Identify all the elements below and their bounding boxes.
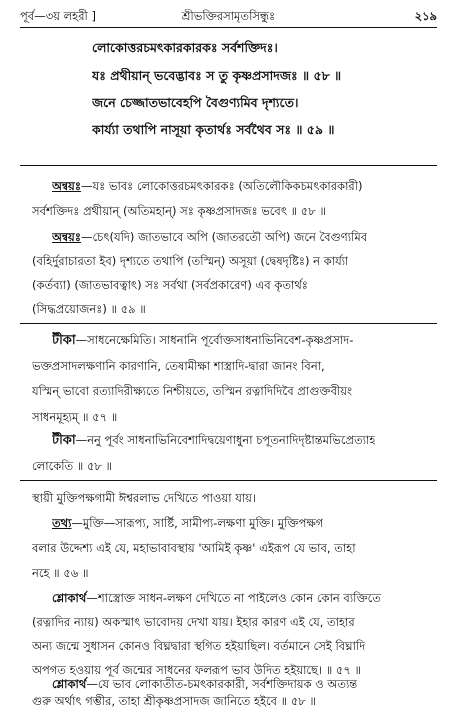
- tika1-line-1: [52, 332, 353, 349]
- section-divider-1: [20, 165, 437, 166]
- sloka1-line-3: অন্য জন্মে সুধাসন কোনও বিঘ্নদ্বারা স্থগিত হইয়াছিল। বর্তমানে সেই বিঘ্নাদি: [32, 639, 366, 653]
- verse-line-4: কার্য্যা তথাপি নাসূয়া কৃতার্থঃ সর্বথৈব সঃ ॥ ৫৯ ॥: [92, 122, 335, 137]
- page-header: [20, 8, 437, 26]
- anvaya2-line-4: (সিদ্ধপ্রয়োজনঃ) ॥ ৫৯ ॥: [32, 302, 146, 316]
- anvaya1-line-2: সর্বশক্তিদঃ প্রথীয়ান্ (অতিমহান্) সঃ কৃষ্ণপ্রসাদজঃ ভবেৎ ॥ ৫৮ ॥: [32, 204, 326, 218]
- sloka1-line-2: (রত্নাদির ন্যায়) অকস্মাৎ ভাবোদয় দেখা যায়। ইহার কারণ এই যে, তাহার: [32, 615, 355, 629]
- anvaya1-line-1: [52, 178, 363, 194]
- anvaya2-line-2: (বহির্দুরাচারতা ইব) দৃশ্যতে তথাপি (তস্মিন্) অসূয়া (দ্বেষদৃষ্টিঃ) ন কার্য্যা: [32, 254, 349, 268]
- tathya-label: তথ্য: [52, 516, 72, 530]
- sloka1-line-4: অপগত হওয়ায় পূর্ব জন্মের সাধনের ফলরূপ ভাব উদিত হইয়াছে। ॥ ৫৭ ॥: [32, 663, 362, 677]
- tika1-line-4: সাধনমূহ্যম্ ॥ ৫৭ ॥: [32, 410, 118, 424]
- tika2-line-2: লোকেতি ॥ ৫৮ ॥: [32, 459, 113, 473]
- anvaya2-line-1: [52, 229, 367, 245]
- verse-line-2: যঃ প্রথীয়ান্ ভবেদ্ভাবঃ স তু কৃষ্ণপ্রসাদজঃ ॥ ৫৮ ॥: [92, 68, 342, 83]
- header-divider: [20, 27, 437, 28]
- sloka2-line-1: [52, 676, 357, 692]
- section-divider-2: [20, 323, 437, 324]
- tathya-line-2: বলার উদ্দেশ্য এই যে, মহাভাবাবস্থায় 'আমিই কৃষ্ণ' এইরূপ যে ভাব, তাহা: [32, 541, 356, 555]
- section-divider-3: [20, 480, 437, 481]
- anvaya1-label: অন্বয়ঃ: [52, 179, 81, 193]
- sloka2-line-2: গুরু অর্থাৎ গম্ভীর, তাহা শ্রীকৃষ্ণপ্রসাদজ জানিতে হইবে ॥ ৫৮ ॥: [32, 694, 316, 708]
- bengali-intro: স্থায়ী মুক্তিপক্ষগামী ঈশ্বরলাভ দেখিতে পাওয়া যায়।: [32, 491, 257, 505]
- sloka2-label: শ্লোকার্থ: [52, 677, 87, 691]
- verse-line-1: লোকোত্তরচমৎকারকারকঃ সর্বশক্তিদঃ।: [92, 40, 278, 55]
- page-number: ২১৯: [414, 9, 437, 23]
- tika2-text-1: —ননু পূর্বং সাধনাভিনিবেশাদিদ্বয়েণাধুনা চপূতনাদিদৃষ্টান্তমভিপ্রেত্যাহ: [75, 433, 376, 447]
- tathya-line-3: নহে ॥ ৫৬ ॥: [32, 566, 89, 580]
- sloka1-line-1: [52, 590, 381, 606]
- header-section-title: পূর্ব—৩য় লহরী ]: [20, 9, 96, 23]
- sloka1-label: শ্লোকার্থ: [52, 591, 87, 605]
- anvaya2-label: অন্বয়ঃ: [52, 230, 81, 244]
- tika2-label: টীকা: [52, 433, 76, 448]
- tika1-line-2: ভক্তপ্রসাদলক্ষণানি কারণানি, তেষামীক্ষা শাস্ত্রাদি-দ্বারা জানং বিনা,: [32, 359, 325, 373]
- sloka2-text-1: —যে ভাব লোকাতীত-চমৎকারকারী, সর্বশক্তিদায়ক ও অত্যন্ত: [86, 677, 358, 691]
- tika1-label: টীকা: [52, 333, 76, 348]
- tathya-text-1: —মুক্তি—সারূপ্য, সার্ষ্টি, সামীপ্য-লক্ষণা মুক্তি। মুক্তিপক্ষগ: [71, 516, 324, 530]
- anvaya1-text-1: —যঃ ভাবঃ লোকোত্তরচমৎকারকঃ (অতিলৌকিকচমৎকারকারী): [80, 179, 363, 193]
- tathya-line-1: [52, 515, 323, 531]
- tika1-text-1: —সাধনেক্ষেমিতি। সাধনানি পূর্বোক্তসাধনাভিনিবেশ-কৃষ্ণপ্রসাদ-: [75, 333, 354, 347]
- verse-line-3: জনে চেজ্জাতভাবেহপি বৈগুণ্যমিব দৃশ্যতে।: [92, 95, 299, 110]
- anvaya2-line-3: (কর্তব্যা) (জাতভাবত্বাৎ) সঃ সর্বথা (সর্বপ্রকারেণ) এব কৃতার্থঃ: [32, 278, 308, 292]
- tika1-line-3: যস্মিন্ ভাবো রত্যাদিরীক্ষ্যতে নিশ্চীয়তে, তস্মিন রত্নাদিদিবৈ প্রাগুক্তবীয়ং: [32, 384, 353, 398]
- anvaya2-text-1: —চেৎ(যদি) জাতভাবে অপি (জাতরতৌ অপি) জনে বৈগুণ্যমিব: [80, 230, 368, 244]
- tika2-line-1: [52, 432, 375, 449]
- header-book-title: শ্রীভক্তিরসামৃতসিন্ধুঃ: [181, 9, 276, 23]
- sloka1-text-1: —শাস্ত্রোক্ত সাধন-লক্ষণ দেখিতে না পাইলেও কোন কোন ব্যক্তিতে: [86, 591, 381, 605]
